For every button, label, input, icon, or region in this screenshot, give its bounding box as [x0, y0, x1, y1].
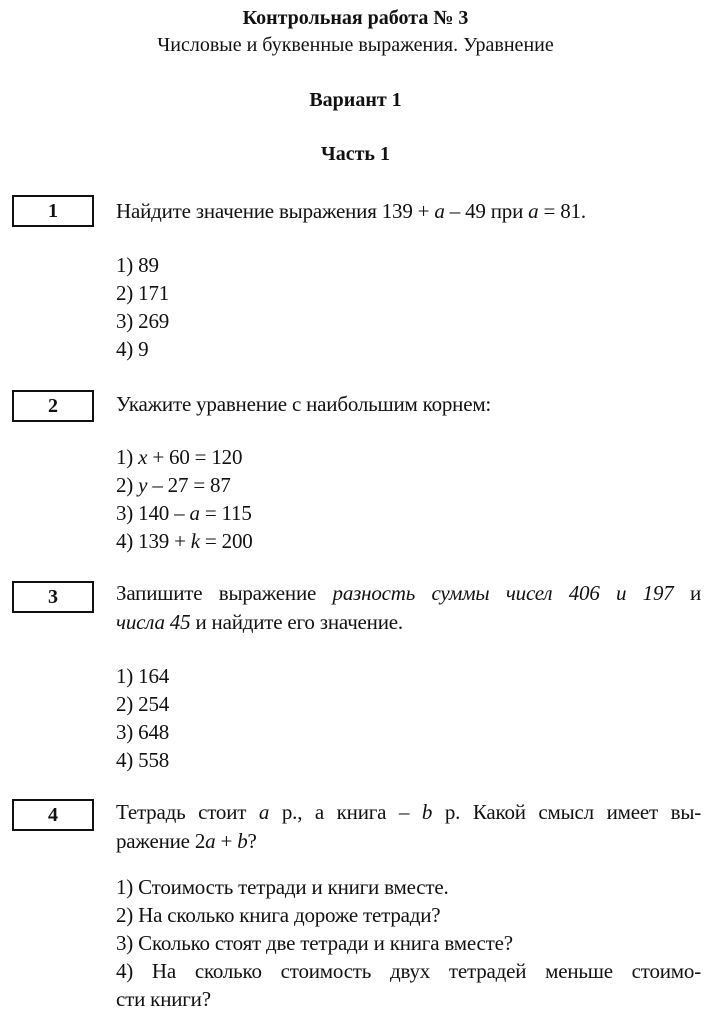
variant-heading: Вариант 1 [309, 89, 402, 111]
answer-option [116, 902, 440, 928]
text-segment: 2) [116, 473, 139, 497]
text-segment: Запишите выражение [116, 581, 333, 605]
page-subtitle: Числовые и буквенные выражения. Уравнение [157, 34, 554, 56]
text-segment: 4) 139 + [116, 529, 191, 553]
answer-option [116, 500, 252, 526]
text-segment: 2) 254 [116, 692, 170, 716]
text-segment: Тетрадь стоит [116, 800, 259, 824]
italic-text-segment: a [528, 199, 539, 223]
part-heading: Часть 1 [321, 143, 390, 165]
answer-option [116, 930, 513, 956]
text-segment: – 27 = 87 [147, 473, 231, 497]
text-segment: и [673, 581, 701, 605]
answer-option [116, 719, 169, 745]
text-segment: ? [247, 829, 257, 853]
question-number-box: 2 [12, 390, 94, 422]
text-segment: = 115 [199, 501, 252, 525]
question-text [116, 580, 701, 606]
italic-text-segment: a [258, 800, 270, 824]
italic-text-segment: a [205, 829, 216, 853]
answer-option [116, 472, 231, 498]
text-segment: 4) На сколько стоимость двух тетрадей меньше стоимо- [116, 959, 701, 983]
answer-option [116, 747, 169, 773]
text-segment: 3) Сколько стоят две тетради и книга вместе? [116, 931, 513, 955]
answer-option [116, 874, 449, 900]
italic-text-segment: a [434, 199, 445, 223]
text-segment: = 200 [199, 529, 253, 553]
italic-text-segment: x [138, 445, 148, 469]
answer-option [116, 691, 169, 717]
question-text [116, 609, 403, 635]
text-segment: сти книги? [116, 987, 211, 1011]
text-segment: + 60 = 120 [147, 445, 243, 469]
text-segment: р. Какой смысл имеет вы- [432, 800, 702, 824]
text-segment: Укажите уравнение с наибольшим корнем: [116, 392, 492, 416]
question-number-box: 4 [12, 799, 94, 831]
answer-option [116, 308, 169, 334]
text-segment: 1) 164 [116, 664, 170, 688]
text-segment: 2) На сколько книга дороже тетради? [116, 903, 441, 927]
question-text [116, 391, 491, 417]
question-text [116, 799, 701, 825]
text-segment: ражение 2 [116, 829, 206, 853]
answer-option [116, 958, 701, 984]
text-segment: 1) 89 [116, 253, 159, 277]
question-number-box: 1 [12, 195, 94, 227]
page-title: Контрольная работа № 3 [242, 7, 469, 29]
text-segment: 3) 648 [116, 720, 170, 744]
question-text [116, 828, 257, 854]
answer-option [116, 444, 242, 470]
text-segment: р., а книга – [269, 800, 422, 824]
text-segment: 4) 9 [116, 337, 149, 361]
answer-option [116, 528, 253, 554]
italic-text-segment: b [237, 829, 248, 853]
italic-text-segment: k [190, 529, 200, 553]
italic-text-segment: b [421, 800, 433, 824]
question-number-box: 3 [12, 581, 94, 613]
text-segment: 4) 558 [116, 748, 170, 772]
text-segment: Найдите значение выражения 139 + [116, 199, 435, 223]
text-segment: 1) [116, 445, 139, 469]
question-text [116, 198, 586, 224]
answer-option [116, 280, 169, 306]
text-segment: 3) 269 [116, 309, 170, 333]
text-segment: 2) 171 [116, 281, 170, 305]
answer-option [116, 252, 159, 278]
answer-option [116, 986, 211, 1012]
italic-text-segment: числа 45 [116, 610, 191, 634]
text-segment: 3) 140 – [116, 501, 190, 525]
answer-option [116, 336, 148, 362]
italic-text-segment: y [138, 473, 148, 497]
italic-text-segment: a [189, 501, 200, 525]
text-segment: и найдите его значение. [190, 610, 403, 634]
italic-text-segment: разность суммы чисел 406 и 197 [332, 581, 674, 605]
text-segment: – 49 при [444, 199, 529, 223]
text-segment: = 81. [538, 199, 586, 223]
answer-option [116, 663, 169, 689]
text-segment: + [215, 829, 238, 853]
text-segment: 1) Стоимость тетради и книги вместе. [116, 875, 449, 899]
